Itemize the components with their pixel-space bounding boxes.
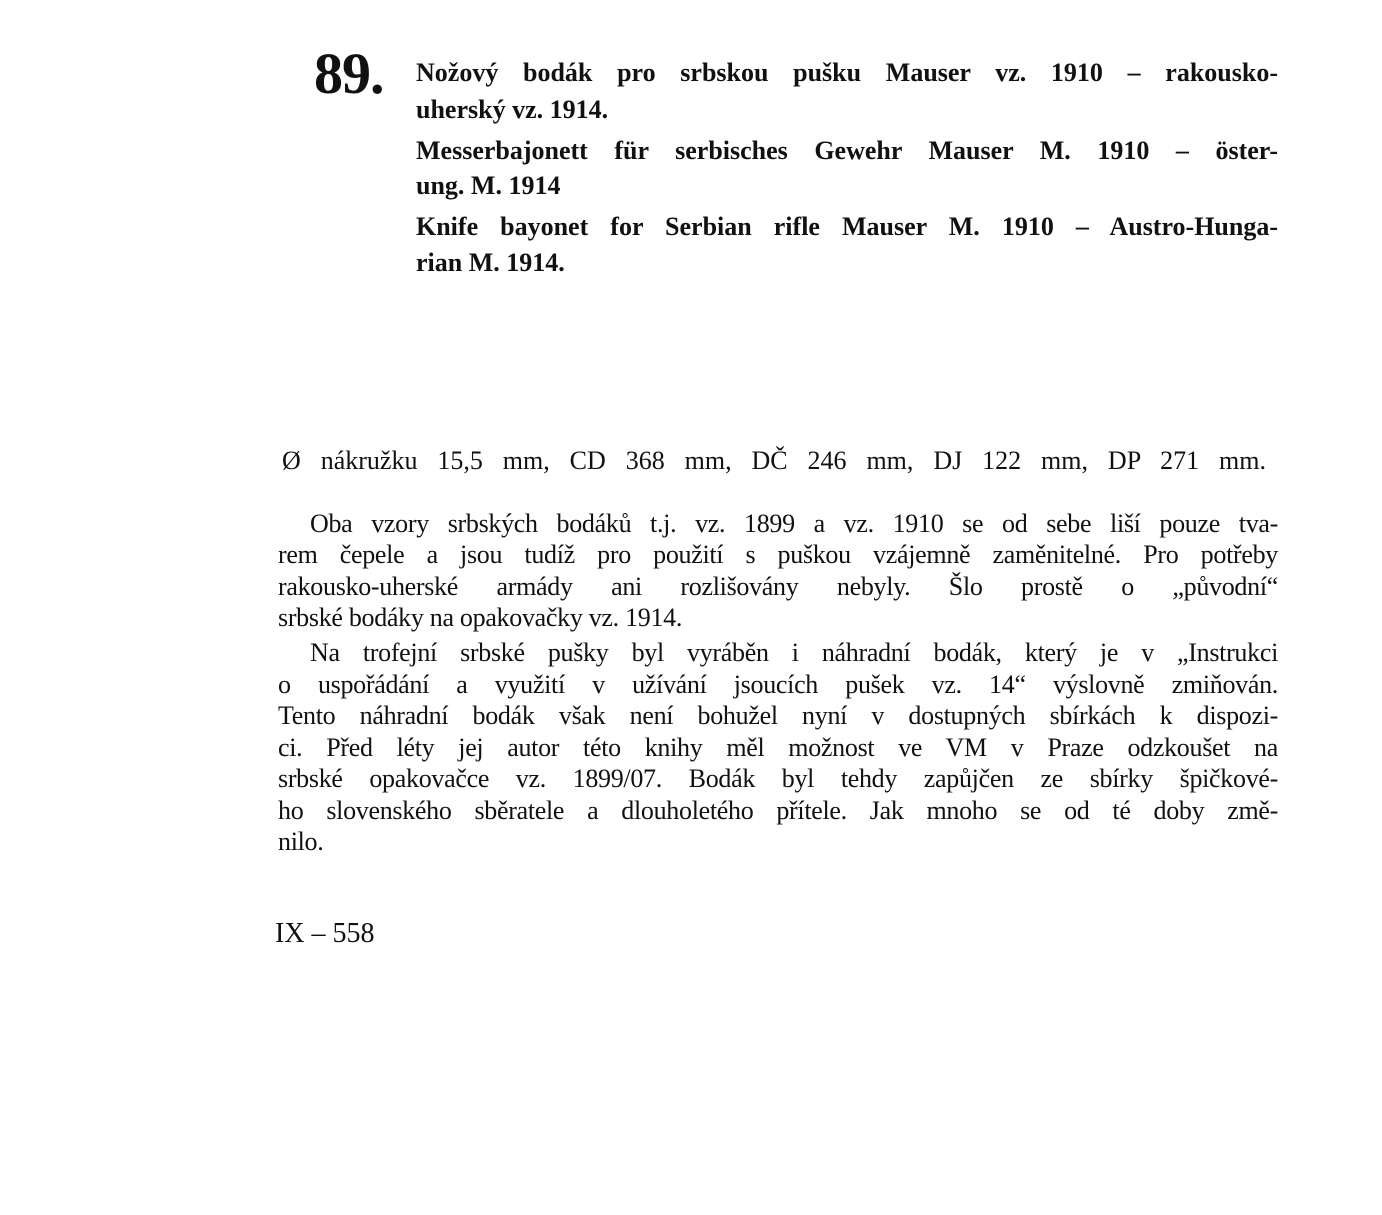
body-line: ci. Před léty jej autor této knihy měl možnost ve VM v Praze odzkoušet na — [278, 733, 1278, 762]
title-line: Nožový bodák pro srbskou pušku Mauser vz. 1910 – rakousko- — [416, 58, 1278, 87]
body-line: Na trofejní srbské pušky byl vyráběn i náhradní bodák, který je v „Instrukci — [310, 638, 1278, 667]
title-line: Messerbajonett für serbisches Gewehr Mauser M. 1910 – öster- — [416, 136, 1278, 165]
title-line: Knife bayonet for Serbian rifle Mauser M. 1910 – Austro-Hunga- — [416, 212, 1278, 241]
title-line: uherský vz. 1914. — [416, 95, 609, 124]
dimensions-line: Ø nákružku 15,5 mm, CD 368 mm, DČ 246 mm, DJ 122 mm, DP 271 mm. — [282, 446, 1266, 475]
body-line: o uspořádání a využití v užívání jsoucích pušek vz. 14“ výslovně zmiňován. — [278, 670, 1278, 699]
body-line: Tento náhradní bodák však není bohužel nyní v dostupných sbírkách k dispozi- — [278, 701, 1278, 730]
entry-number: 89. — [314, 41, 384, 106]
body-line: rakousko-uherské armády ani rozlišovány nebyly. Šlo prostě o „původní“ — [278, 572, 1278, 601]
title-line: rian M. 1914. — [416, 248, 565, 277]
body-line: rem čepele a jsou tudíž pro použití s puškou vzájemně zaměnitelné. Pro potřeby — [278, 540, 1278, 569]
body-line: nilo. — [278, 827, 324, 856]
page-number: IX – 558 — [275, 918, 375, 949]
body-line: ho slovenského sběratele a dlouholetého přítele. Jak mnoho se od té doby změ- — [278, 796, 1278, 825]
title-line: ung. M. 1914 — [416, 171, 561, 200]
body-line: srbské bodáky na opakovačky vz. 1914. — [278, 603, 683, 632]
body-line: srbské opakovačce vz. 1899/07. Bodák byl tehdy zapůjčen ze sbírky špičkové- — [278, 764, 1278, 793]
body-line: Oba vzory srbských bodáků t.j. vz. 1899 a vz. 1910 se od sebe liší pouze tva- — [310, 509, 1278, 538]
